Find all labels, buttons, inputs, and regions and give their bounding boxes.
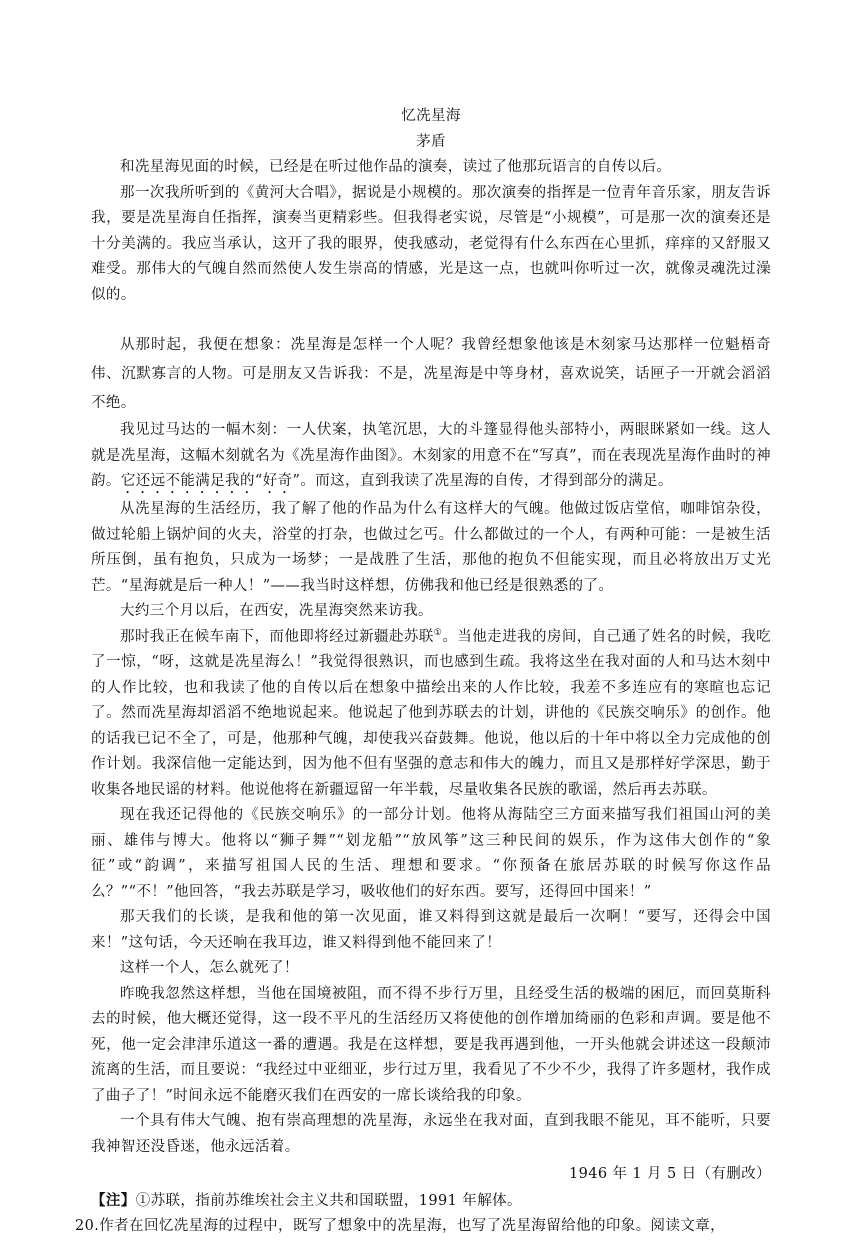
paragraph-6: 大约三个月以后，在西安，冼星海突然来访我。: [120, 603, 433, 619]
paragraph-7-text-b: 。当他走进我的房间，自己通了姓名的时候，我吃了一惊，“呀，这就是冼星海么！”我觉得很熟识，而也感到生疏。我将这坐在我对面的人和马达木刻中的人作比较，也和我读了他的自传以后在想象中描绘出来的人作比较，我差不多连应有的寒暄也忘记了。然而冼星海却滔滔不绝地说起来。他说起了他到苏联去的计划，讲他的《民族交响乐》的创作。他的话我已记不全了，可是，他那种气魄，却使我兴奋鼓舞。他说，他以后的十年中将以全力完成他的创作计划。我深信他一定能达到，因为他不但有坚强的意志和伟大的魄力，而且又是那样好学深思，勤于收集各地民谣的材料。他说他将在新疆逗留一年半载，尽量收集各民族的歌谣，然后再去苏联。: [91, 628, 771, 798]
footnote: [91, 1188, 771, 1215]
paragraph-3: 从那时起，我便在想象：冼星海是怎样一个人呢？我曾经想象他该是木刻家马达那样一位魁梧奇伟、沉默寡言的人物。可是朋友又告诉我：不是，冼星海是中等身材，喜欢说笑，话匣子一开就会滔滔不绝。: [91, 337, 771, 411]
paragraph-10: 这样一个人，怎么就死了！: [120, 960, 299, 976]
paragraph-4: [91, 418, 771, 497]
paragraph-4-text-a: 我见过马达的一幅木刻：一人伏案，执笔沉思，大的斗篷显得他头部特小，两眼眯紧如一线。这人就是冼星海，这幅木刻就名为《冼星海作曲图》。木刻家的用意不在“写真”，而在表现冼星海作曲时的神韵。: [91, 422, 771, 489]
paragraph-2: 那一次我所听到的《黄河大合唱》，据说是小规模的。那次演奏的指挥是一位青年音乐家，朋友告诉我，要是冼星海自任指挥，演奏当更精彩些。但我得老实说，尽管是“小规模”，可是那一次的演奏还是十分美满的。我应当承认，这开了我的眼界，使我感动，老觉得有什么东西在心里抓，痒痒的又舒服又难受。那伟大的气魄自然而然使人发生崇高的情感，光是这一点，也就叫你听过一次，就像灵魂洗过澡似的。: [91, 184, 771, 303]
paragraph-4-text-b: 。而这，直到我读了冼星海的自传，才得到部分的满足。: [300, 473, 673, 489]
paragraph-7-text-a: 那时我正在候车南下，而他即将经过新疆赴苏联: [120, 628, 434, 645]
paragraph-11: 昨晚我忽然这样想，当他在国境被阻，而不得不步行万里，且经受生活的极端的困厄，而回莫斯科去的时候，他大概还觉得，这一段不平凡的生活经历又将使他的创作增加绮丽的色彩和声调。要是他不死，他一定会津津乐道这一番的遭遇。我是在这样想，要是我再遇到他，一开头他就会讲述这一段颠沛流离的生活，而且要说：“我经过中亚细亚，步行过万里，我看见了不少不少，我得了许多题材，我作成了曲子了！”时间永远不能磨灭我们在西安的一席长谈给我的印象。: [91, 985, 771, 1104]
date-line: 1946 年 1 月 5 日（有删改）: [569, 1166, 771, 1182]
paragraph-9: 那天我们的长谈，是我和他的第一次见面，谁又料得到这就是最后一次啊！“要写，还得会中国来！”这句话，今天还响在我耳边，谁又料得到他不能回来了！: [91, 909, 771, 951]
footnote-tag: 【注】: [91, 1191, 136, 1209]
paragraph-1: 和冼星海见面的时候，已经是在听过他作品的演奏，读过了他那玩语言的自传以后。: [120, 159, 672, 175]
footnote-marker: ①: [433, 627, 443, 638]
article-author: 茅盾: [416, 133, 446, 150]
footnote-text: ①苏联，指前苏维埃社会主义共和国联盟，1991 年解体。: [135, 1192, 522, 1209]
paragraph-12: 一个具有伟大气魄、抱有崇高理想的冼星海，永远坐在我对面，直到我眼不能见，耳不能听，只要我神智还没昏迷，他永远活着。: [91, 1113, 771, 1155]
article-title: 忆冼星海: [401, 108, 461, 124]
paragraph-7: [91, 625, 771, 804]
question-20: 20.作者在回忆冼星海的过程中，既写了想象中的冼星海，也写了冼星海留给他的印象。阅读文章，: [75, 1218, 726, 1234]
paragraph-8: 现在我还记得他的《民族交响乐》的一部分计划。他将从海陆空三方面来描写我们祖国山河的美丽、雄伟与博大。他将以“狮子舞”“划龙船”“放风筝”这三种民间的娱乐，作为这伟大创作的“象征”或“韵调”，来描写祖国人民的生活、理想和要求。“你预备在旅居苏联的时候写你这作品么？”“不！”他回答，“我去苏联是学习，吸收他们的好东西。要写，还得回中国来！”: [91, 807, 771, 900]
emphasized-sentence: 它还远不能满足我的“好奇”: [120, 473, 301, 489]
article: [75, 100, 771, 1240]
paragraph-5: 从冼星海的生活经历，我了解了他的作品为什么有这样大的气魄。他做过饭店堂倌，咖啡馆杂役，做过轮船上锅炉间的火夫，浴堂的打杂，也做过乞丐。什么都做过的一个人，有两种可能：一是被生活所压倒，虽有抱负，只成为一场梦；一是战胜了生活，那他的抱负不但能实现，而且必将放出万丈光芒。“星海就是后一种人！”——我当时这样想，仿佛我和他已经是很熟悉的了。: [91, 501, 771, 594]
